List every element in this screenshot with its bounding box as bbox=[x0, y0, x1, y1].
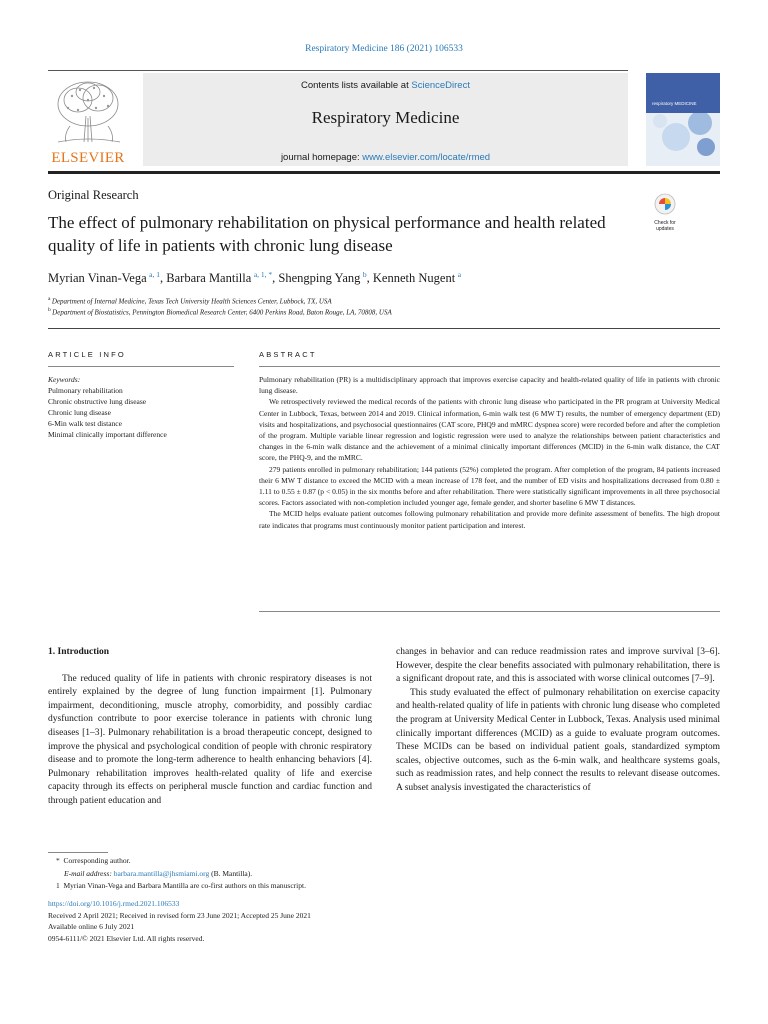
author-4[interactable]: Kenneth Nugent bbox=[372, 271, 456, 286]
abstract-rule bbox=[259, 366, 720, 367]
author-3[interactable]: Shengping Yang bbox=[278, 271, 361, 286]
abstract-paragraph: Pulmonary rehabilitation (PR) is a multidisciplinary approach that improves exercise capacity and health-related quality of life in patients with chronic lung disease. bbox=[259, 375, 720, 396]
footnote-marker: 1 bbox=[56, 881, 64, 890]
keyword-item: 6-Min walk test distance bbox=[48, 419, 122, 428]
available-online: Available online 6 July 2021 bbox=[48, 922, 135, 931]
body-column-right bbox=[396, 646, 720, 796]
journal-cover-thumbnail[interactable] bbox=[646, 73, 720, 166]
affiliation-a-marker: a bbox=[48, 296, 51, 302]
sciencedirect-link[interactable]: ScienceDirect bbox=[411, 80, 470, 91]
keyword-item: Pulmonary rehabilitation bbox=[48, 386, 123, 395]
affiliation-b-text: Department of Biostatistics, Pennington Biomedical Research Center, 6400 Perkins Road, Baton Rouge, LA, 70808, USA bbox=[52, 308, 392, 317]
keyword-item: Minimal clinically important difference bbox=[48, 430, 167, 439]
cover-label: respiratory MEDICINE bbox=[652, 101, 697, 106]
abstract-bottom-rule bbox=[259, 611, 720, 612]
keywords-block bbox=[48, 374, 167, 440]
footnote-cofirst bbox=[48, 880, 306, 893]
author-1[interactable]: Myrian Vinan-Vega bbox=[48, 271, 147, 286]
abstract-heading: ABSTRACT bbox=[259, 350, 317, 359]
article-info-heading: ARTICLE INFO bbox=[48, 350, 126, 359]
article-title: The effect of pulmonary rehabilitation on physical performance and health related quality of life in patients with chronic lung disease bbox=[48, 213, 606, 255]
cover-top-bar bbox=[646, 73, 720, 113]
footnote-rule bbox=[48, 852, 108, 853]
footnote-cofirst-text: Myrian Vinan-Vega and Barbara Mantilla are co-first authors on this manuscript. bbox=[63, 881, 306, 890]
received-dates: Received 2 April 2021; Received in revised form 23 June 2021; Accepted 25 June 2021 bbox=[48, 910, 311, 920]
affiliation-b-marker: b bbox=[48, 307, 51, 313]
abstract-body bbox=[259, 374, 720, 531]
journal-reference[interactable]: Respiratory Medicine 186 (2021) 106533 bbox=[305, 44, 463, 54]
author-2[interactable]: Barbara Mantilla bbox=[166, 271, 252, 286]
homepage-prefix: journal homepage: bbox=[280, 152, 363, 163]
email-link[interactable]: barbara.mantilla@jhsmiami.org bbox=[113, 868, 210, 878]
abstract-paragraph: We retrospectively reviewed the medical records of the patients with chronic lung disease who participated in the PR program at University Medical Center in Lubbock, Texas, between 2014 and 2019. Clinical information, 6-min walk test (6 MW T) results, the number of emergency department (ED) visits and hospitalizations, and psychosocial questionnaires (CAT score, PHQ9 and mMRC dyspnea score) were recorded before and after the completion of the program. Multiple variable linear regression and logistic regression were used to analyze the relationships between patient characteristics and changes in the 6-min walk distance and the achievement of a minimal clinically important differences (MCID) in the 6-min walk distance, the CAT score, the PHQ-9, and the mMRC. bbox=[259, 397, 720, 463]
keyword-item: Chronic lung disease bbox=[48, 408, 111, 417]
header-top-rule bbox=[48, 70, 628, 71]
elsevier-wordmark: ELSEVIER bbox=[51, 150, 125, 166]
article-type: Original Research bbox=[48, 188, 139, 202]
footnote-marker: * bbox=[56, 856, 64, 865]
author-1-affil[interactable]: a, 1 bbox=[149, 270, 161, 279]
section-heading-introduction: 1. Introduction bbox=[48, 647, 110, 657]
footnotes bbox=[48, 852, 306, 893]
author-sep: , bbox=[272, 271, 279, 286]
header-bottom-rule bbox=[48, 171, 720, 174]
crossmark-icon bbox=[650, 193, 680, 215]
author-list bbox=[48, 270, 461, 286]
journal-title: Respiratory Medicine bbox=[311, 108, 460, 127]
intro-paragraph-continued: changes in behavior and can reduce readmission rates and improve survival [3–6]. However, despite the clear benefits associated with pulmonary rehabilitation, there is a significant dropout rate, and this is associated with worse clinical outcomes [7–9]. bbox=[396, 647, 720, 685]
footnote-email bbox=[48, 868, 306, 881]
homepage-link[interactable]: www.elsevier.com/locate/rmed bbox=[362, 152, 491, 163]
email-label: E-mail address: bbox=[64, 868, 114, 878]
abstract-paragraph: The MCID helps evaluate patient outcomes following pulmonary rehabilitation and provide more definite assessment of benefits. The high dropout rate indicates that programs must continuously monitor patient participation and interest. bbox=[259, 509, 720, 530]
crossmark-label: Check for updates bbox=[654, 220, 676, 232]
author-2-affil[interactable]: a, 1, * bbox=[253, 270, 273, 279]
article-info-rule bbox=[48, 366, 234, 367]
author-sep: , bbox=[160, 271, 167, 286]
abstract-paragraph: 279 patients enrolled in pulmonary rehabilitation; 144 patients (52%) completed the program. After completion of the program, 84 patients increased their 6 MW T distance to exceed the MCID with a mean increase of 178 feet, and the number of ED visits and hospitalizations decreased from 0.80 ± 1.11 to 0.55 ± 0.87 (p < 0.05) in the six months before and after rehabilitation. There were statistically significant improvements in all three psychosocial scores. Factors associated with non-completion included younger age, female gender, and shorter baseline 6 MW T distances. bbox=[259, 464, 720, 508]
footnote-corresponding bbox=[48, 855, 306, 868]
affiliation-a-text: Department of Internal Medicine, Texas Tech University Health Sciences Center, Lubbock, TX, USA bbox=[51, 297, 332, 306]
contents-prefix: Contents lists available at bbox=[301, 80, 412, 91]
homepage-line bbox=[143, 152, 628, 163]
author-4-affil[interactable]: a bbox=[457, 270, 462, 279]
affiliation-a bbox=[48, 296, 332, 305]
intro-paragraph: The reduced quality of life in patients with chronic respiratory diseases is not entirely explained by the degree of lung function impairment [1]. Pulmonary impairment, deconditioning, muscle atrophy, comorbidity, and possibly cardiac dysfunction contribute to poor exercise tolerance in patients with chronic lung diseases [1–3]. Pulmonary rehabilitation is a broad therapeutic concept, designed to improve the physical and psychological condition of people with chronic respiratory disease and to promote the long-term adherence to health enhancing behaviors [4]. Pulmonary rehabilitation improves health-related quality of life and exercise capacity through its effects on peripheral muscle function and cardiac function and through patient education and bbox=[48, 673, 372, 806]
intro-paragraph: This study evaluated the effect of pulmonary rehabilitation on exercise capacity and health-related quality of life in patients with chronic lung disease who completed the program at University Medical Center in Lubbock, Texas. Analysis used minimal clinically important differences (MCID) as a guide to evaluate program outcomes. These MCIDs can be based on individual patient goals, standardized symptom scales, objective outcomes, such as the 6-min walk, and healthcare systems goals, such as readmission rates, and help connect the results to relevant disease outcomes. A subset analysis investigated the characteristics of bbox=[396, 687, 720, 793]
copyright: 0954-6111/© 2021 Elsevier Ltd. All rights reserved. bbox=[48, 933, 205, 943]
cover-bubbles bbox=[646, 113, 720, 166]
keywords-label: Keywords: bbox=[48, 375, 81, 384]
body-column-left bbox=[48, 646, 372, 809]
footnote-corresponding-text: Corresponding author. bbox=[63, 856, 131, 865]
affiliation-b bbox=[48, 307, 392, 316]
email-suffix: (B. Mantilla). bbox=[209, 868, 253, 878]
check-for-updates-badge[interactable] bbox=[650, 193, 680, 232]
article-metadata bbox=[48, 898, 311, 944]
author-sep: , bbox=[366, 271, 373, 286]
front-matter-rule bbox=[48, 328, 720, 329]
doi-link[interactable]: https://doi.org/10.1016/j.rmed.2021.106533 bbox=[48, 899, 180, 908]
contents-line bbox=[143, 80, 628, 91]
keyword-item: Chronic obstructive lung disease bbox=[48, 397, 147, 406]
author-3-affil[interactable]: b bbox=[362, 270, 367, 279]
